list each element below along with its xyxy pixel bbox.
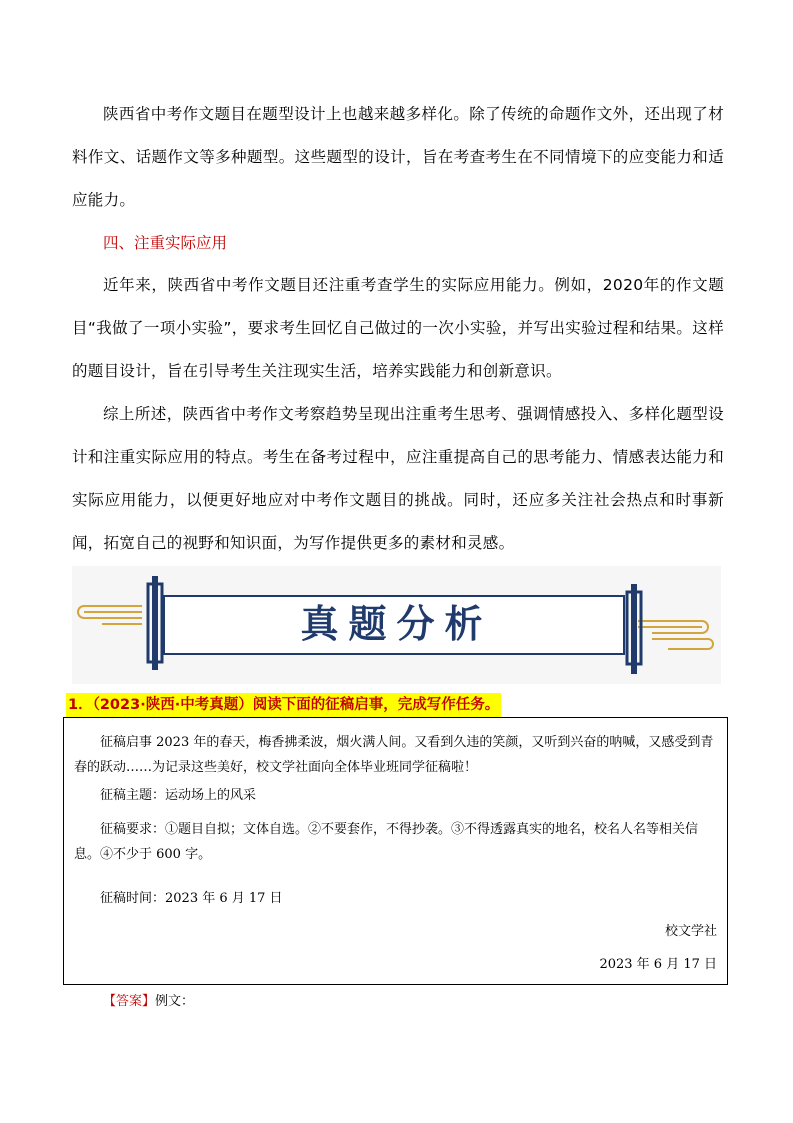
notice-theme: 征稿主题：运动场上的风采 bbox=[100, 788, 257, 803]
answer-text: 例文： bbox=[155, 994, 195, 1009]
paragraph-diverse-question-types: 陕西省中考作文题目在题型设计上也越来越多样化。除了传统的命题作文外，还出现了材料作文、话题作文等多种题型。这些题型的设计，旨在考查考生在不同情境下的应变能力和适应能力。 bbox=[72, 105, 724, 209]
notice-signature: 校文学社 bbox=[664, 924, 717, 939]
question-prompt: 1．（2023·陕西·中考真题）阅读下面的征稿启事，完成写作任务。 bbox=[66, 693, 501, 717]
submission-notice-box bbox=[63, 717, 728, 985]
section-heading-practical-application: 四、注重实际应用 bbox=[103, 234, 228, 252]
answer-tag: 【答案】 bbox=[103, 994, 156, 1009]
banner-title: 真题分析 bbox=[300, 601, 493, 646]
paragraph-practical-application: 近年来，陕西省中考作文题目还注重考查学生的实际应用能力。例如，2020年的作文题目“我做了一项小实验”，要求考生回忆自己做过的一次小实验，并写出实验过程和结果。这样的题目设计，旨在引导考生关注现实生活，培养实践能力和创新意识。 bbox=[72, 276, 724, 380]
section-banner bbox=[72, 566, 721, 684]
paragraph-summary: 综上所述，陕西省中考作文考察趋势呈现出注重考生思考、强调情感投入、多样化题型设计和注重实际应用的特点。考生在备考过程中，应注重提高自己的思考能力、情感表达能力和实际应用能力，以便更好地应对中考作文题目的挑战。同时，还应多关注社会热点和时事新闻，拓宽自己的视野和知识面，为写作提供更多的素材和灵感。 bbox=[72, 405, 724, 552]
notice-requirements: 征稿要求：①题目自拟；文体自选。②不要套作，不得抄袭。③不得透露真实的地名，校名人名等相关信息。④不少于 600 字。 bbox=[74, 822, 699, 862]
notice-date: 2023 年 6 月 17 日 bbox=[599, 957, 717, 972]
notice-intro: 征稿启事 2023 年的春天，梅香拂柔波，烟火满人间。又看到久违的笑颜，又听到兴奋的呐喊，又感受到青春的跃动……为记录这些美好，校文学社面向全体毕业班同学征稿啦！ bbox=[74, 735, 714, 775]
answer-line bbox=[103, 990, 194, 1014]
notice-time: 征稿时间：2023 年 6 月 17 日 bbox=[100, 891, 283, 906]
